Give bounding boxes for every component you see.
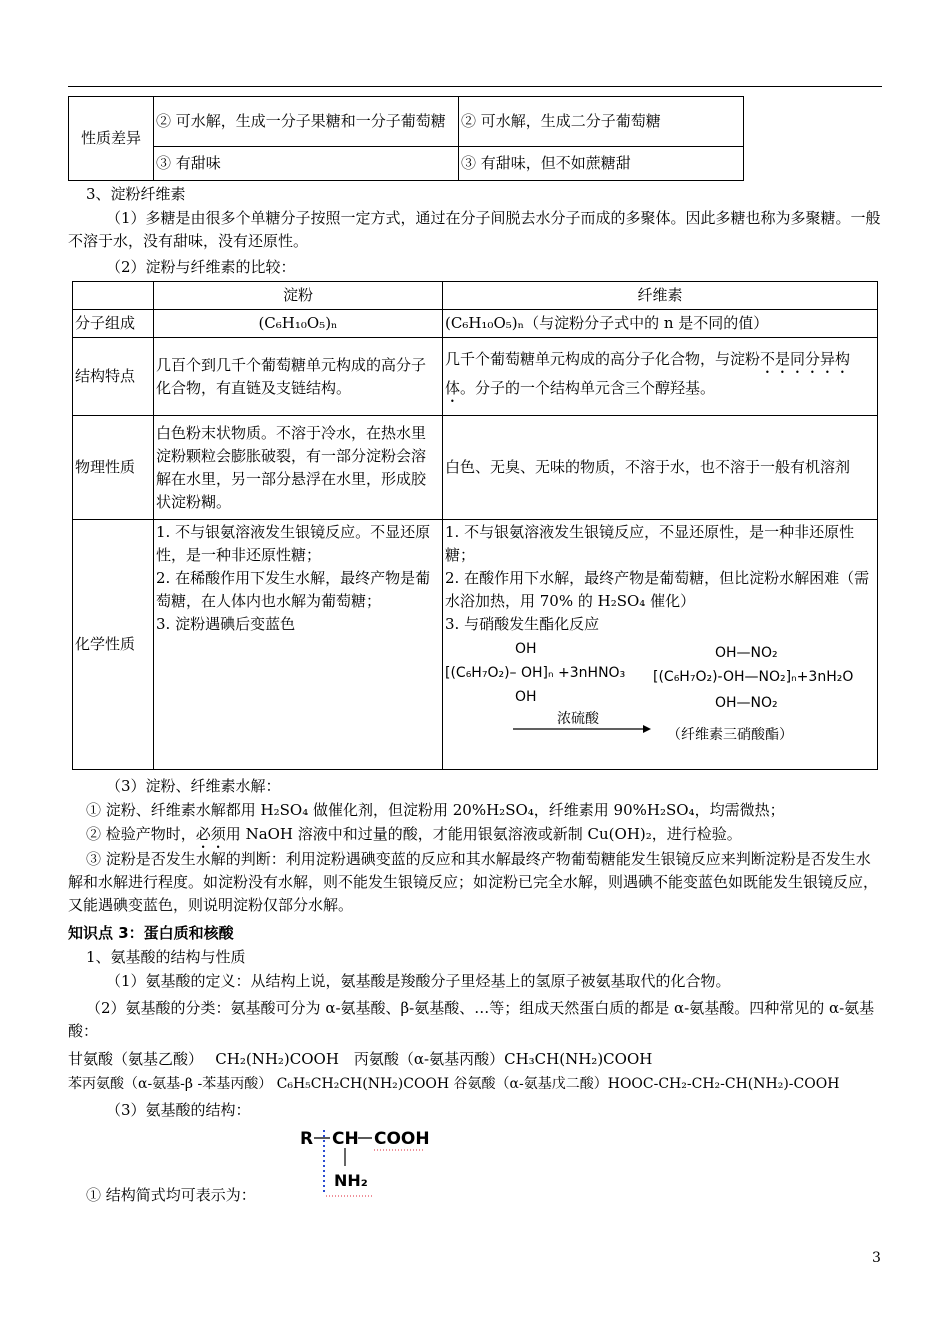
subsection-title: （3）氨基酸的结构： [106, 1101, 251, 1119]
amino-list-line: 甘氨酸（氨基乙酸） CH₂(NH₂)COOH 丙氨酸（α-氨基丙酸）CH₃CH(NH₂)COOH [68, 1050, 653, 1068]
sugar-compare-table [68, 96, 744, 181]
cell: ③ 有甜味，但不如蔗糖甜 [459, 147, 744, 181]
carboxyl-group: COOH [374, 1129, 430, 1149]
cell: (C₆H₁₀O₅)ₙ [154, 310, 443, 338]
header-cell: 纤维素 [443, 282, 878, 310]
cell: 白色、无臭、无味的物质，不溶于水，也不溶于一般有机溶剂 [443, 416, 878, 520]
section-title: 1、氨基酸的结构与性质 [86, 948, 246, 966]
text: 用 NaOH 溶液中和过量的酸，才能用银氨溶液或新制 Cu(OH)₂，进行检验。 [225, 825, 742, 843]
cell [154, 520, 443, 770]
item: 2. 在稀酸作用下发生水解，最终产物是葡萄糖，在人体内也水解为葡萄糖； [156, 569, 431, 610]
header-cell: 淀粉 [154, 282, 443, 310]
arrow-icon [513, 722, 653, 736]
cell: 白色粉末状物质。不溶于冷水，在热水里淀粉颗粒会膨胀破裂，有一部分淀粉会溶解在水里，另一部分悬浮在水里，形成胶状淀粉糊。 [154, 416, 443, 520]
cell: (C₆H₁₀O₅)ₙ（与淀粉分子式中的 n 是不同的值） [443, 310, 878, 338]
cell: 几百个到几千个葡萄糖单元构成的高分子化合物，有直链及支链结构。 [154, 338, 443, 416]
section-title: 3、淀粉纤维素 [86, 185, 186, 203]
row-label: 结构特点 [73, 338, 154, 416]
emphasis-text: 必须 [195, 825, 226, 843]
item: 2. 在酸作用下水解，最终产物是葡萄糖，但比淀粉水解困难（需水浴加热，用 70% 的 H₂SO₄ 催化） [445, 569, 870, 610]
item: 3. 与硝酸发生酯化反应 [445, 615, 600, 633]
item: 1. 不与银氨溶液发生银镜反应。不显还原性，是一种非还原性糖； [156, 523, 431, 564]
subsection-title: （3）淀粉、纤维素水解： [106, 777, 281, 795]
cell [443, 520, 878, 770]
text: ② 检验产物时， [86, 825, 196, 843]
hydroxyl: OH [515, 689, 537, 705]
catalyst: 浓硫酸 [557, 711, 599, 727]
hydroxyl: OH [515, 641, 537, 657]
subsection-title: （2）淀粉与纤维素的比较： [106, 258, 296, 276]
nitrate-group: OH—NO₂ [715, 645, 778, 661]
row-label: 性质差异 [69, 97, 154, 181]
page-number: 3 [872, 1250, 881, 1266]
text: 。分子的一个结构单元含三个醇羟基。 [460, 378, 716, 397]
cell: ③ 有甜味 [154, 147, 459, 181]
paragraph: （1）氨基酸的定义：从结构上说，氨基酸是羧酸分子里烃基上的氢原子被氨基取代的化合物。 [106, 972, 731, 990]
row-label: 物理性质 [73, 416, 154, 520]
starch-cellulose-table [72, 281, 878, 770]
product-name: （纤维素三硝酸酯） [667, 727, 793, 743]
knowledge-point-title: 知识点 3：蛋白质和核酸 [68, 924, 234, 942]
cell [443, 338, 878, 416]
alpha-carbon: CH [332, 1129, 359, 1149]
paragraph: ① 淀粉、纤维素水解都用 H₂SO₄ 做催化剂，但淀粉用 20%H₂SO₄，纤维素用 90%H₂SO₄，均需微热； [86, 801, 785, 819]
emphasis-text: 不是同分异构体 [445, 349, 851, 397]
item: 3. 淀粉遇碘后变蓝色 [156, 615, 296, 633]
text: 几千个葡萄糖单元构成的高分子化合物，与淀粉 [445, 349, 761, 368]
r-group: R [300, 1129, 314, 1149]
cell: ② 可水解，生成一分子果糖和一分子葡萄糖 [154, 97, 459, 147]
nitrate-group: OH—NO₂ [715, 695, 778, 711]
product: [(C₆H₇O₂)-OH—NO₂]ₙ+3nH₂O [653, 669, 854, 685]
nitration-reaction [445, 636, 875, 756]
item: 1. 不与银氨溶液发生银镜反应，不显还原性，是一种非还原性糖； [445, 523, 855, 564]
paragraph: （2）氨基酸的分类：氨基酸可分为 α-氨基酸、β-氨基酸、…等；组成天然蛋白质的都是 α-氨基酸。四种常见的 α-氨基酸： [68, 999, 875, 1040]
row-label: 分子组成 [73, 310, 154, 338]
header-rule [68, 86, 882, 87]
paragraph: （1）多糖是由很多个单糖分子按照一定方式，通过在分子间脱去水分子而成的多聚体。因此多糖也称为多聚糖。一般不溶于水，没有甜味，没有还原性。 [68, 209, 881, 250]
paragraph: ① 结构简式均可表示为： [86, 1186, 256, 1204]
cell: ② 可水解，生成二分子葡萄糖 [459, 97, 744, 147]
amino-group: NH₂ [334, 1171, 368, 1190]
row-label: 化学性质 [73, 520, 154, 770]
amino-list-line: 苯丙氨酸（α-氨基-β -苯基丙酸） C₆H₅CH₂CH(NH₂)COOH 谷氨酸（α-氨基戊二酸）HOOC-CH₂-CH₂-CH(NH₂)-COOH [68, 1076, 840, 1092]
reactant: [(C₆H₇O₂)– OH]ₙ +3nHNO₃ [445, 665, 626, 681]
header-cell [73, 282, 154, 310]
paragraph: ③ 淀粉是否发生水解的判断：利用淀粉遇碘变蓝的反应和其水解最终产物葡萄糖能发生银镜反应来判断淀粉是否发生水解和水解进行程度。如淀粉没有水解，则不能发生银镜反应；如淀粉已完全水解，则遇碘不能变蓝色如既能发生银镜反应，又能遇碘变蓝色，则说明淀粉仅部分水解。 [68, 850, 879, 914]
